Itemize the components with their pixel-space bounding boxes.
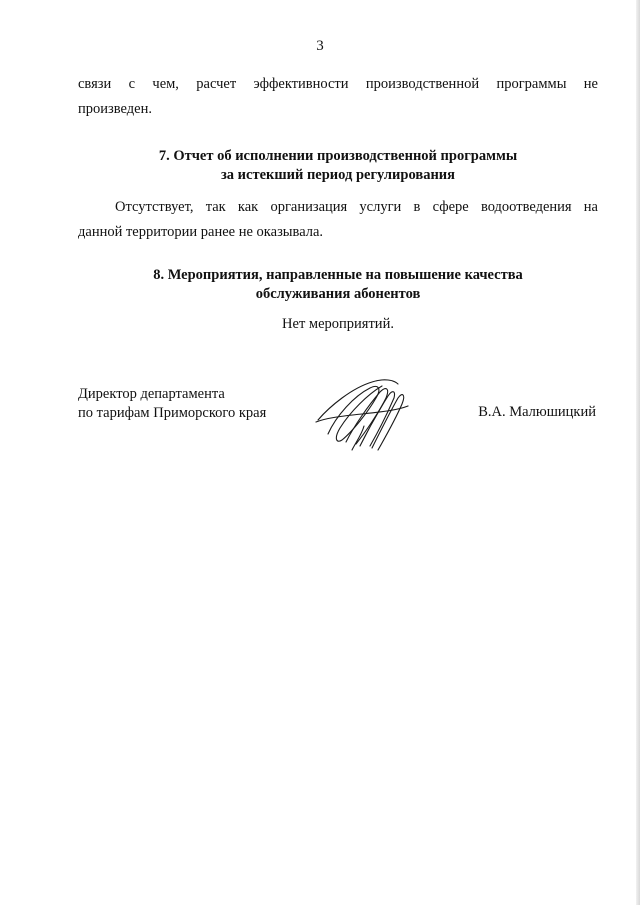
section-7-title-line-1: 7. Отчет об исполнении производственной программы	[158, 148, 518, 164]
section-8-title-line-1: 8. Мероприятия, направленные на повышение качества	[153, 267, 523, 283]
signatory-position-line-2: по тарифам Приморского края	[78, 405, 267, 421]
section-7-body-line-1: Отсутствует, так как организация услуги в сфере водоотведения на	[115, 199, 598, 215]
section-7-heading	[0, 147, 640, 185]
intro-paragraph	[78, 72, 598, 122]
signatory-position-line-1: Директор департамента	[78, 386, 225, 402]
signatory-position	[78, 385, 266, 423]
section-8-title-line-2: обслуживания абонентов	[255, 286, 421, 302]
handwritten-signature	[312, 376, 412, 454]
page-number: 3	[316, 38, 324, 54]
page-edge-shadow	[636, 0, 640, 905]
section-7-body	[78, 195, 598, 245]
section-8-body: Нет мероприятий.	[282, 316, 394, 332]
section-7-body-line-2: данной территории ранее не оказывала.	[78, 224, 324, 240]
intro-line-2: произведен.	[78, 101, 152, 117]
section-7-title-line-2: за истекший период регулирования	[220, 167, 456, 183]
section-8-heading	[0, 266, 640, 304]
intro-line-1: связи с чем, расчет эффективности производственной программы не	[78, 76, 598, 92]
signatory-name: В.А. Малюшицкий	[478, 404, 596, 420]
